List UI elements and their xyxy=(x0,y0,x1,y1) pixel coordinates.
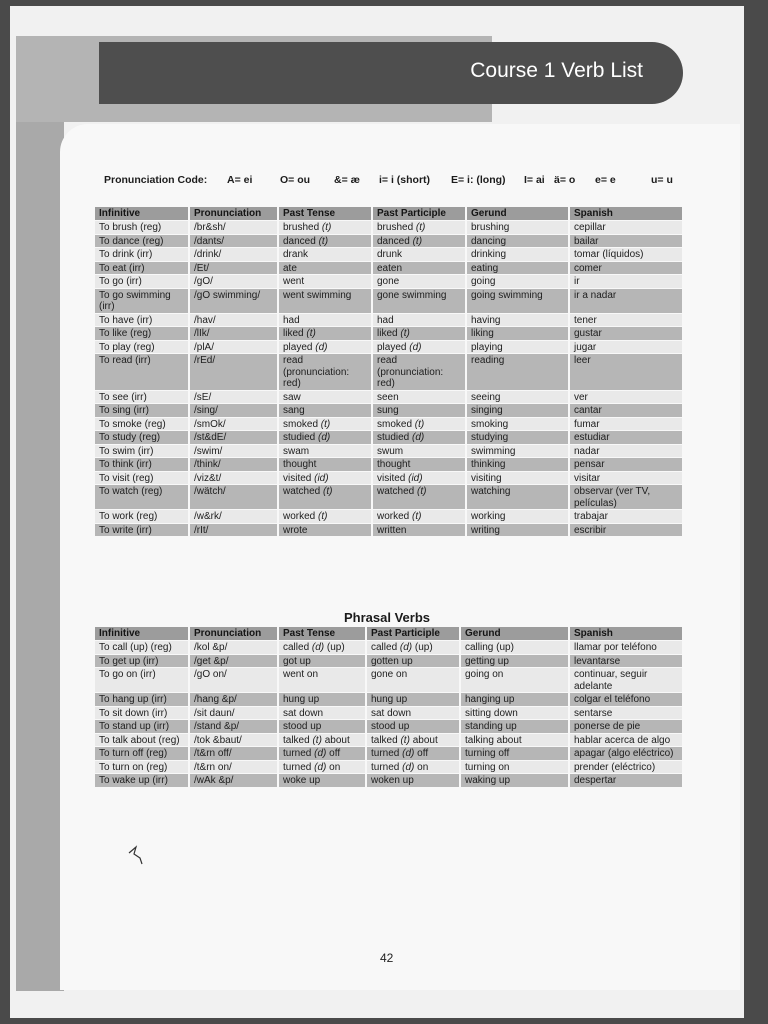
table-row xyxy=(95,693,682,706)
cell-spanish: cepillar xyxy=(570,221,682,234)
cell-past-participle: swum xyxy=(373,445,465,458)
cell-past-tense: read (pronunciation: red) xyxy=(279,354,371,390)
cell-past-tense: visited (id) xyxy=(279,472,371,485)
cell-gerund: going swimming xyxy=(467,289,568,313)
cell-pronunciation: /t&rn off/ xyxy=(190,747,277,760)
cell-infinitive: To stand up (irr) xyxy=(95,720,188,733)
cell-infinitive: To play (reg) xyxy=(95,341,188,354)
cell-pronunciation: /kol &p/ xyxy=(190,641,277,654)
cell-pronunciation: /swim/ xyxy=(190,445,277,458)
cell-spanish: ir a nadar xyxy=(570,289,682,313)
table-row xyxy=(95,655,682,668)
cell-spanish: leer xyxy=(570,354,682,390)
cell-spanish: comer xyxy=(570,262,682,275)
cell-spanish: ir xyxy=(570,275,682,288)
cell-past-tense: woke up xyxy=(279,774,365,787)
cell-spanish: jugar xyxy=(570,341,682,354)
cell-past-participle: turned (d) off xyxy=(367,747,459,760)
cell-gerund: swimming xyxy=(467,445,568,458)
cell-past-tense: went on xyxy=(279,668,365,692)
cell-spanish: gustar xyxy=(570,327,682,340)
cell-past-participle: woken up xyxy=(367,774,459,787)
cell-pronunciation: /sit daun/ xyxy=(190,707,277,720)
pronunciation-code-entry: i= i (short) xyxy=(379,174,431,186)
cell-past-participle: gone swimming xyxy=(373,289,465,313)
pronunciation-code-entry: e= e xyxy=(595,174,616,186)
cell-pronunciation: /lIk/ xyxy=(190,327,277,340)
cell-gerund: studying xyxy=(467,431,568,444)
table-row xyxy=(95,314,682,327)
table-row xyxy=(95,431,682,444)
table-row xyxy=(95,734,682,747)
cell-infinitive: To sing (irr) xyxy=(95,404,188,417)
pronunciation-code-entry: A= ei xyxy=(227,174,253,186)
cell-gerund: having xyxy=(467,314,568,327)
cell-pronunciation: /gO swimming/ xyxy=(190,289,277,313)
cell-infinitive: To visit (reg) xyxy=(95,472,188,485)
cell-gerund: going on xyxy=(461,668,568,692)
cell-infinitive: To drink (irr) xyxy=(95,248,188,261)
table-row xyxy=(95,641,682,654)
cell-pronunciation: /get &p/ xyxy=(190,655,277,668)
cell-pronunciation: /think/ xyxy=(190,458,277,471)
cell-past-participle: sung xyxy=(373,404,465,417)
cell-pronunciation: /stand &p/ xyxy=(190,720,277,733)
cell-past-participle: liked (t) xyxy=(373,327,465,340)
cell-gerund: going xyxy=(467,275,568,288)
column-header: Past Participle xyxy=(373,207,465,220)
cell-pronunciation: /t&rn on/ xyxy=(190,761,277,774)
table-row xyxy=(95,510,682,523)
cell-spanish: continuar, seguir adelante xyxy=(570,668,682,692)
cell-infinitive: To sit down (irr) xyxy=(95,707,188,720)
table-row xyxy=(95,761,682,774)
cell-past-tense: sang xyxy=(279,404,371,417)
cell-past-tense: drank xyxy=(279,248,371,261)
phrasal-table-header xyxy=(95,627,682,640)
cell-past-tense: played (d) xyxy=(279,341,371,354)
cell-gerund: eating xyxy=(467,262,568,275)
cell-infinitive: To see (irr) xyxy=(95,391,188,404)
cell-past-participle: seen xyxy=(373,391,465,404)
cell-past-participle: eaten xyxy=(373,262,465,275)
cell-past-participle: sat down xyxy=(367,707,459,720)
cell-pronunciation: /Et/ xyxy=(190,262,277,275)
cell-pronunciation: /drink/ xyxy=(190,248,277,261)
cell-spanish: sentarse xyxy=(570,707,682,720)
cell-pronunciation: /w&rk/ xyxy=(190,510,277,523)
cell-gerund: playing xyxy=(467,341,568,354)
cell-spanish: llamar por teléfono xyxy=(570,641,682,654)
cell-pronunciation: /plA/ xyxy=(190,341,277,354)
cell-infinitive: To wake up (irr) xyxy=(95,774,188,787)
cell-gerund: turning on xyxy=(461,761,568,774)
cell-pronunciation: /gO/ xyxy=(190,275,277,288)
cell-infinitive: To think (irr) xyxy=(95,458,188,471)
table-row xyxy=(95,262,682,275)
table-row xyxy=(95,524,682,537)
cell-spanish: despertar xyxy=(570,774,682,787)
cell-past-tense: liked (t) xyxy=(279,327,371,340)
cell-spanish: apagar (algo eléctrico) xyxy=(570,747,682,760)
cell-spanish: bailar xyxy=(570,235,682,248)
table-row xyxy=(95,275,682,288)
table-row xyxy=(95,289,682,313)
pronunciation-code-row xyxy=(104,174,684,190)
cell-gerund: brushing xyxy=(467,221,568,234)
cell-gerund: reading xyxy=(467,354,568,390)
table-row xyxy=(95,391,682,404)
cell-gerund: dancing xyxy=(467,235,568,248)
cell-spanish: visitar xyxy=(570,472,682,485)
cell-gerund: seeing xyxy=(467,391,568,404)
cell-gerund: getting up xyxy=(461,655,568,668)
cell-past-participle: studied (d) xyxy=(373,431,465,444)
cell-pronunciation: /br&sh/ xyxy=(190,221,277,234)
cell-spanish: trabajar xyxy=(570,510,682,523)
table-row xyxy=(95,774,682,787)
cell-infinitive: To turn off (reg) xyxy=(95,747,188,760)
cell-past-participle: gotten up xyxy=(367,655,459,668)
cell-spanish: tener xyxy=(570,314,682,327)
cell-past-tense: went xyxy=(279,275,371,288)
cell-infinitive: To dance (reg) xyxy=(95,235,188,248)
cell-pronunciation: /hang &p/ xyxy=(190,693,277,706)
column-header: Gerund xyxy=(467,207,568,220)
cell-past-participle: gone xyxy=(373,275,465,288)
cell-gerund: smoking xyxy=(467,418,568,431)
table-row xyxy=(95,221,682,234)
pronunciation-code-entry: E= i: (long) xyxy=(451,174,506,186)
cell-pronunciation: /dants/ xyxy=(190,235,277,248)
cell-spanish: escribir xyxy=(570,524,682,537)
cell-infinitive: To write (irr) xyxy=(95,524,188,537)
cell-gerund: visiting xyxy=(467,472,568,485)
cell-past-tense: danced (t) xyxy=(279,235,371,248)
table-row xyxy=(95,341,682,354)
cell-infinitive: To go swimming (irr) xyxy=(95,289,188,313)
cell-pronunciation: /st&dE/ xyxy=(190,431,277,444)
cell-infinitive: To brush (reg) xyxy=(95,221,188,234)
cell-past-tense: turned (d) on xyxy=(279,761,365,774)
table-row xyxy=(95,404,682,417)
cell-past-participle: danced (t) xyxy=(373,235,465,248)
cell-pronunciation: /sE/ xyxy=(190,391,277,404)
left-gray-strip xyxy=(16,36,64,991)
cell-past-tense: went swimming xyxy=(279,289,371,313)
cell-past-participle: written xyxy=(373,524,465,537)
pronunciation-code-entry: &= æ xyxy=(334,174,360,186)
table-row xyxy=(95,445,682,458)
cell-past-participle: visited (id) xyxy=(373,472,465,485)
cell-past-participle: drunk xyxy=(373,248,465,261)
table-row xyxy=(95,354,682,390)
cell-past-participle: talked (t) about xyxy=(367,734,459,747)
column-header: Gerund xyxy=(461,627,568,640)
cell-spanish: ponerse de pie xyxy=(570,720,682,733)
cell-infinitive: To call (up) (reg) xyxy=(95,641,188,654)
cell-pronunciation: /smOk/ xyxy=(190,418,277,431)
cell-past-tense: swam xyxy=(279,445,371,458)
cell-gerund: waking up xyxy=(461,774,568,787)
cell-spanish: cantar xyxy=(570,404,682,417)
cell-past-tense: studied (d) xyxy=(279,431,371,444)
cell-past-tense: got up xyxy=(279,655,365,668)
cell-gerund: singing xyxy=(467,404,568,417)
cell-past-tense: turned (d) off xyxy=(279,747,365,760)
cell-past-tense: watched (t) xyxy=(279,485,371,509)
cell-spanish: pensar xyxy=(570,458,682,471)
cell-past-participle: thought xyxy=(373,458,465,471)
cell-gerund: writing xyxy=(467,524,568,537)
cell-infinitive: To eat (irr) xyxy=(95,262,188,275)
cell-past-tense: hung up xyxy=(279,693,365,706)
cell-past-tense: stood up xyxy=(279,720,365,733)
cell-infinitive: To like (reg) xyxy=(95,327,188,340)
cell-past-participle: brushed (t) xyxy=(373,221,465,234)
cell-pronunciation: /gO on/ xyxy=(190,668,277,692)
table-row xyxy=(95,707,682,720)
column-header: Past Participle xyxy=(367,627,459,640)
cell-past-tense: worked (t) xyxy=(279,510,371,523)
cell-spanish: hablar acerca de algo xyxy=(570,734,682,747)
cell-past-participle: turned (d) on xyxy=(367,761,459,774)
pen-mark-icon xyxy=(126,844,146,866)
table-row xyxy=(95,458,682,471)
page-title: Course 1 Verb List xyxy=(470,59,643,82)
cell-past-tense: ate xyxy=(279,262,371,275)
cell-gerund: talking about xyxy=(461,734,568,747)
cell-past-participle: smoked (t) xyxy=(373,418,465,431)
cell-past-participle: worked (t) xyxy=(373,510,465,523)
cell-pronunciation: /viz&t/ xyxy=(190,472,277,485)
cell-gerund: watching xyxy=(467,485,568,509)
pronunciation-code-entry: I= ai xyxy=(524,174,545,186)
cell-past-participle: gone on xyxy=(367,668,459,692)
table-row xyxy=(95,747,682,760)
cell-past-tense: wrote xyxy=(279,524,371,537)
phrasal-verb-table xyxy=(93,626,684,788)
cell-past-tense: smoked (t) xyxy=(279,418,371,431)
cell-infinitive: To read (irr) xyxy=(95,354,188,390)
pronunciation-code-entry: u= u xyxy=(651,174,673,186)
verb-table-header xyxy=(95,207,682,220)
cell-gerund: sitting down xyxy=(461,707,568,720)
cell-pronunciation: /tok &baut/ xyxy=(190,734,277,747)
cell-pronunciation: /sing/ xyxy=(190,404,277,417)
column-header: Spanish xyxy=(570,627,682,640)
cell-gerund: hanging up xyxy=(461,693,568,706)
cell-past-tense: called (d) (up) xyxy=(279,641,365,654)
cell-spanish: ver xyxy=(570,391,682,404)
cell-pronunciation: /wAk &p/ xyxy=(190,774,277,787)
table-row xyxy=(95,472,682,485)
table-row xyxy=(95,327,682,340)
cell-past-participle: hung up xyxy=(367,693,459,706)
cell-past-participle: had xyxy=(373,314,465,327)
cell-gerund: turning off xyxy=(461,747,568,760)
cell-infinitive: To swim (irr) xyxy=(95,445,188,458)
cell-spanish: fumar xyxy=(570,418,682,431)
cell-infinitive: To work (reg) xyxy=(95,510,188,523)
verb-table xyxy=(93,206,684,537)
column-header: Infinitive xyxy=(95,207,188,220)
cell-past-tense: saw xyxy=(279,391,371,404)
cell-infinitive: To get up (irr) xyxy=(95,655,188,668)
cell-pronunciation: /hav/ xyxy=(190,314,277,327)
cell-gerund: thinking xyxy=(467,458,568,471)
column-header: Past Tense xyxy=(279,207,371,220)
cell-spanish: nadar xyxy=(570,445,682,458)
pronunciation-code-label: Pronunciation Code: xyxy=(104,174,208,186)
cell-infinitive: To turn on (reg) xyxy=(95,761,188,774)
table-row xyxy=(95,668,682,692)
cell-pronunciation: /wätch/ xyxy=(190,485,277,509)
cell-gerund: working xyxy=(467,510,568,523)
phrasal-verbs-heading: Phrasal Verbs xyxy=(344,610,430,625)
cell-infinitive: To hang up (irr) xyxy=(95,693,188,706)
cell-past-tense: thought xyxy=(279,458,371,471)
cell-spanish: observar (ver TV, películas) xyxy=(570,485,682,509)
cell-infinitive: To have (irr) xyxy=(95,314,188,327)
cell-infinitive: To go (irr) xyxy=(95,275,188,288)
cell-infinitive: To go on (irr) xyxy=(95,668,188,692)
cell-infinitive: To watch (reg) xyxy=(95,485,188,509)
table-row xyxy=(95,418,682,431)
column-header: Past Tense xyxy=(279,627,365,640)
cell-past-participle: played (d) xyxy=(373,341,465,354)
pronunciation-code-entry: ä= o xyxy=(554,174,576,186)
cell-past-tense: talked (t) about xyxy=(279,734,365,747)
cell-gerund: calling (up) xyxy=(461,641,568,654)
cell-spanish: prender (eléctrico) xyxy=(570,761,682,774)
cell-gerund: liking xyxy=(467,327,568,340)
column-header: Pronunciation xyxy=(190,627,277,640)
cell-past-participle: stood up xyxy=(367,720,459,733)
cell-spanish: tomar (líquidos) xyxy=(570,248,682,261)
cell-spanish: levantarse xyxy=(570,655,682,668)
cell-past-tense: brushed (t) xyxy=(279,221,371,234)
table-row xyxy=(95,485,682,509)
cell-infinitive: To talk about (reg) xyxy=(95,734,188,747)
cell-gerund: drinking xyxy=(467,248,568,261)
column-header: Pronunciation xyxy=(190,207,277,220)
cell-past-participle: called (d) (up) xyxy=(367,641,459,654)
cell-infinitive: To study (reg) xyxy=(95,431,188,444)
title-bar xyxy=(99,42,683,104)
column-header: Spanish xyxy=(570,207,682,220)
column-header: Infinitive xyxy=(95,627,188,640)
cell-spanish: estudiar xyxy=(570,431,682,444)
page-number: 42 xyxy=(380,951,394,965)
cell-past-tense: sat down xyxy=(279,707,365,720)
cell-spanish: colgar el teléfono xyxy=(570,693,682,706)
cell-infinitive: To smoke (reg) xyxy=(95,418,188,431)
table-row xyxy=(95,235,682,248)
cell-gerund: standing up xyxy=(461,720,568,733)
table-row xyxy=(95,248,682,261)
cell-pronunciation: /rIt/ xyxy=(190,524,277,537)
cell-pronunciation: /rEd/ xyxy=(190,354,277,390)
table-row xyxy=(95,720,682,733)
cell-past-participle: read (pronunciation: red) xyxy=(373,354,465,390)
cell-past-participle: watched (t) xyxy=(373,485,465,509)
pronunciation-code-entry: O= ou xyxy=(280,174,311,186)
cell-past-tense: had xyxy=(279,314,371,327)
